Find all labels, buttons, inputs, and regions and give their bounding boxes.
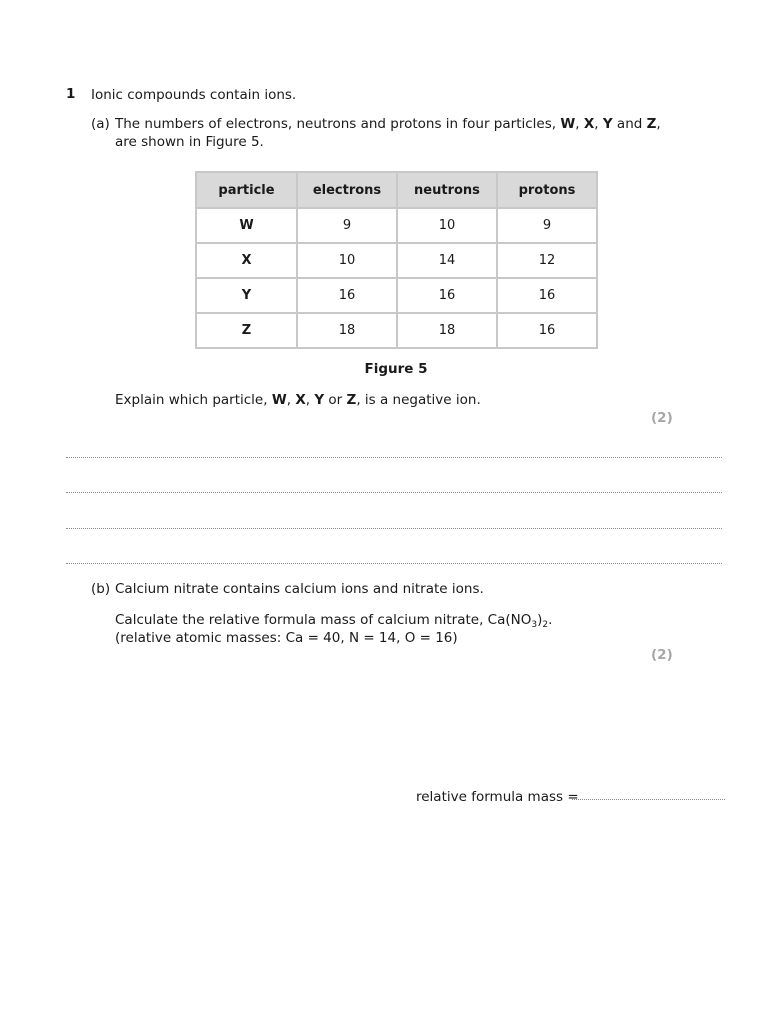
answer-line-formula-mass[interactable]: [572, 799, 725, 800]
header-electrons: electrons: [297, 172, 397, 208]
table-row: [196, 243, 597, 278]
figure-caption: Figure 5: [364, 361, 428, 377]
part-b-label: (b): [91, 581, 111, 597]
answer-line-1[interactable]: [66, 457, 722, 458]
part-b-marks: (2): [651, 647, 673, 663]
electrons-cell: 9: [297, 208, 397, 243]
electrons-cell: 18: [297, 313, 397, 348]
part-b-intro: Calcium nitrate contains calcium ions and nitrate ions.: [115, 581, 484, 597]
particle-cell: Y: [196, 278, 297, 313]
part-a-question: Explain which particle, W, X, Y or Z, is a negative ion.: [115, 392, 481, 408]
header-protons: protons: [497, 172, 597, 208]
part-a-intro-line1: The numbers of electrons, neutrons and protons in four particles, W, X, Y and Z,: [115, 116, 661, 132]
header-particle: particle: [196, 172, 297, 208]
answer-line-4[interactable]: [66, 563, 722, 564]
electrons-cell: 10: [297, 243, 397, 278]
particle-cell: W: [196, 208, 297, 243]
table-row: [196, 208, 597, 243]
header-neutrons: neutrons: [397, 172, 497, 208]
neutrons-cell: 14: [397, 243, 497, 278]
table-row: [196, 278, 597, 313]
electrons-cell: 16: [297, 278, 397, 313]
figure-5-table: [195, 171, 598, 349]
particle-cell: X: [196, 243, 297, 278]
part-a-label: (a): [91, 116, 110, 132]
neutrons-cell: 16: [397, 278, 497, 313]
protons-cell: 9: [497, 208, 597, 243]
answer-line-3[interactable]: [66, 528, 722, 529]
answer-line-2[interactable]: [66, 492, 722, 493]
answer-label: relative formula mass =: [416, 789, 579, 805]
protons-cell: 16: [497, 278, 597, 313]
question-stem: Ionic compounds contain ions.: [91, 87, 297, 103]
part-a-intro-line2: are shown in Figure 5.: [115, 134, 264, 150]
neutrons-cell: 18: [397, 313, 497, 348]
protons-cell: 16: [497, 313, 597, 348]
table-header-row: [196, 172, 597, 208]
part-a-marks: (2): [651, 410, 673, 426]
neutrons-cell: 10: [397, 208, 497, 243]
question-number: 1: [66, 86, 76, 102]
particle-cell: Z: [196, 313, 297, 348]
part-b-question: Calculate the relative formula mass of calcium nitrate, $Ca(NO_3)_2$.: [115, 612, 553, 630]
table-row: [196, 313, 597, 348]
protons-cell: 12: [497, 243, 597, 278]
relative-atomic-masses: (relative atomic masses: Ca = 40, N = 14, O = 16): [115, 630, 458, 646]
